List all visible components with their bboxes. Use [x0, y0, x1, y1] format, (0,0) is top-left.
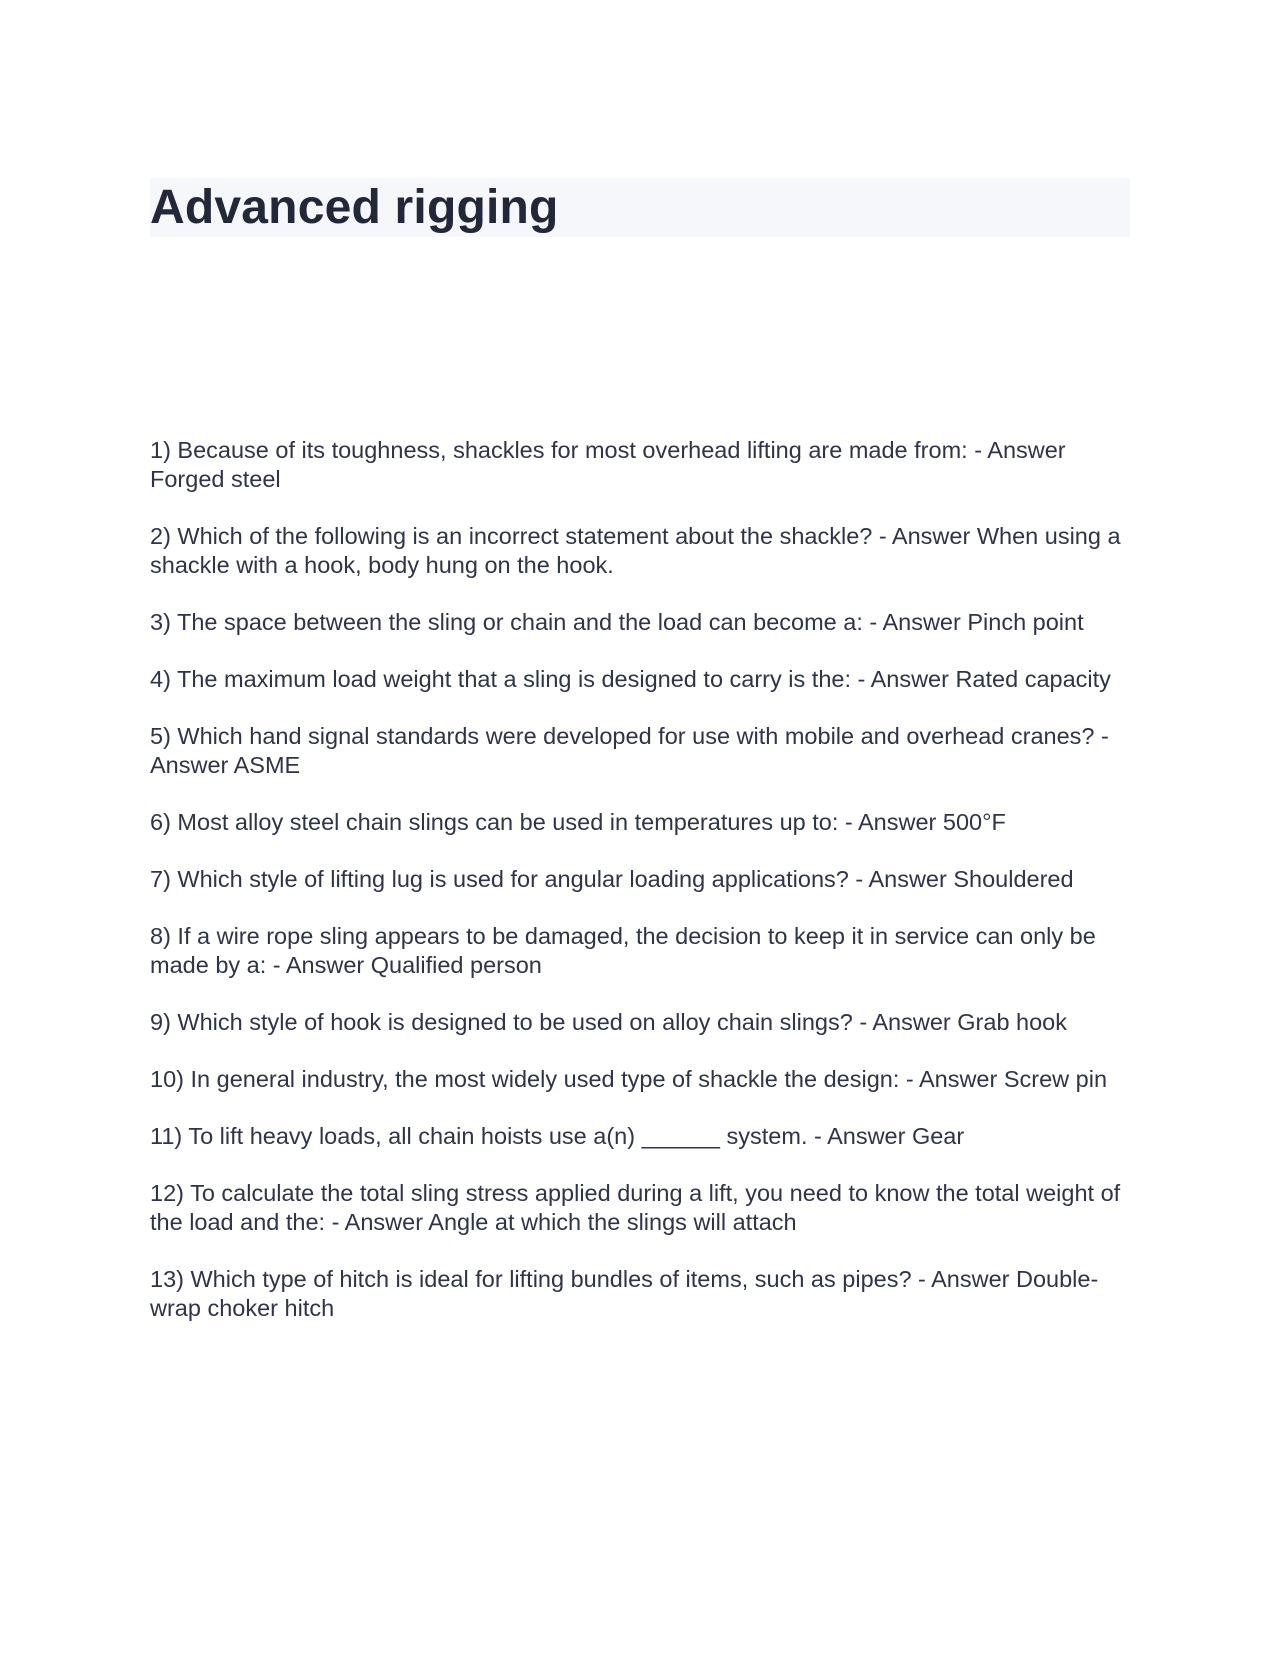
qa-item-11: 11) To lift heavy loads, all chain hoists use a(n) ______ system. - Answer Gear — [150, 1123, 965, 1149]
qa-item-4: 4) The maximum load weight that a sling is designed to carry is the: - Answer Rated capacity — [150, 666, 1111, 692]
document-page — [150, 178, 1130, 1321]
qa-item-8: 8) If a wire rope sling appears to be damaged, the decision to keep it in service can only be made by a: - Answer Qualified person — [150, 923, 1096, 978]
qa-item-5: 5) Which hand signal standards were developed for use with mobile and overhead cranes? - Answer ASME — [150, 723, 1109, 778]
qa-item-2: 2) Which of the following is an incorrect statement about the shackle? - Answer When using a shackle with a hook, body hung on the hook. — [150, 523, 1121, 578]
qa-item-13: 13) Which type of hitch is ideal for lifting bundles of items, such as pipes? - Answer Double-wrap choker hitch — [150, 1266, 1099, 1321]
qa-list — [150, 436, 1130, 1351]
qa-item-7: 7) Which style of lifting lug is used for angular loading applications? - Answer Shouldered — [150, 866, 1074, 892]
title-band — [150, 178, 1130, 237]
qa-item-1: 1) Because of its toughness, shackles for most overhead lifting are made from: - Answer Forged steel — [150, 437, 1066, 492]
qa-item-3: 3) The space between the sling or chain and the load can become a: - Answer Pinch point — [150, 609, 1084, 635]
qa-item-9: 9) Which style of hook is designed to be used on alloy chain slings? - Answer Grab hook — [150, 1009, 1068, 1035]
qa-item-12: 12) To calculate the total sling stress applied during a lift, you need to know the total weight of the load and the: - Answer Angle at which the slings will attach — [150, 1180, 1121, 1235]
document-title: Advanced rigging — [150, 181, 559, 234]
qa-item-6: 6) Most alloy steel chain slings can be used in temperatures up to: - Answer 500°F — [150, 809, 1006, 835]
qa-item-10: 10) In general industry, the most widely used type of shackle the design: - Answer Screw pin — [150, 1066, 1108, 1092]
